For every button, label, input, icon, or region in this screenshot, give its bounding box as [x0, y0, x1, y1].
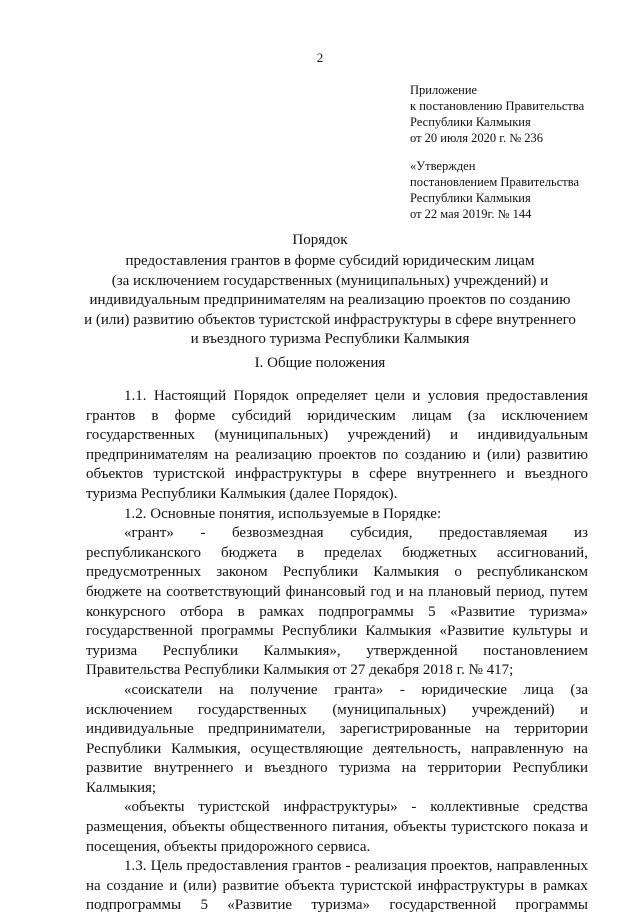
appendix-block — [410, 82, 584, 146]
body-word: и — [169, 877, 178, 894]
body-word: плановый — [428, 583, 492, 600]
approval-line: «Утвержден — [410, 159, 476, 173]
body-word: лица — [523, 681, 554, 698]
body-word: показа — [533, 819, 575, 836]
body-word: бюджетных — [402, 544, 477, 561]
approval-block — [410, 158, 579, 222]
body-word: государственной — [86, 623, 193, 640]
body-word: конкурсного — [86, 603, 166, 620]
approval-line: постановлением Правительства — [410, 175, 580, 189]
body-word: год — [370, 583, 391, 600]
body-word: проектов — [318, 446, 377, 463]
body-word: - — [200, 525, 206, 542]
subtitle-line: индивидуальным предпринимателям на реализацию проектов по созданию — [89, 292, 571, 308]
body-word: на — [146, 583, 162, 600]
body-word: рамках — [259, 603, 305, 620]
body-word: на — [401, 760, 417, 777]
body-word: развитие — [222, 877, 279, 894]
body-word: 5 — [428, 603, 436, 620]
body-word: и — [395, 583, 404, 600]
body-line — [86, 603, 588, 623]
body-word: по — [382, 446, 399, 463]
body-word: субсидий — [231, 407, 292, 424]
body-line — [86, 877, 588, 897]
body-line — [86, 407, 588, 427]
body-word: зарегистрированные — [339, 721, 471, 738]
body-line — [86, 681, 588, 701]
body-word: программы — [201, 623, 274, 640]
body-line — [86, 740, 588, 760]
body-word: инфраструктуры — [417, 877, 525, 894]
body-word: (муниципальных) — [332, 701, 447, 718]
body-word: культуры — [512, 623, 572, 640]
body-word: предоставления — [486, 388, 588, 404]
body-word: «грант» — [124, 525, 174, 542]
body-word: - — [411, 799, 417, 816]
body-word: развитию — [526, 446, 588, 463]
body-word: Цель — [150, 858, 183, 875]
body-word: юридические — [421, 681, 508, 698]
body-word: рамках — [543, 877, 588, 894]
body-word: постановлением — [483, 642, 588, 659]
body-line — [86, 642, 588, 662]
body-word: (муниципальных) — [214, 427, 329, 444]
document-subtitle — [60, 252, 600, 350]
body-word: безвозмездная — [231, 525, 324, 542]
body-word: учреждений) — [471, 701, 555, 718]
body-word: Республики — [281, 623, 358, 640]
body-word: «Развитие — [227, 897, 293, 914]
body-word: на — [573, 740, 588, 757]
body-word: размещения, — [86, 819, 167, 836]
body-word: средства — [532, 799, 588, 816]
body-line — [86, 524, 588, 544]
body-word: территории — [427, 760, 502, 777]
subtitle-line: и въездного туризма Республики Калмыкия — [190, 331, 470, 347]
body-word: (или) — [183, 877, 217, 894]
subtitle-line: предоставления грантов в форме субсидий юридическим лицам — [125, 253, 535, 269]
body-word: инфраструктуры — [235, 466, 342, 483]
body-word: Порядок — [233, 388, 289, 404]
body-word: осуществляющие — [250, 740, 363, 757]
body-word: и — [472, 446, 481, 463]
body-word: туризма» — [529, 603, 588, 620]
body-word: грантов — [292, 858, 342, 875]
body-word: Республики — [282, 564, 359, 581]
body-word: Республики — [512, 760, 588, 777]
body-word: 1.1. — [124, 388, 147, 404]
body-word: цели — [374, 388, 406, 404]
body-line-text: Правительства Республики Калмыкия от 27 декабря 2018 г. № 417; — [86, 662, 514, 679]
body-word: туристской — [198, 799, 270, 816]
body-word: (или) — [486, 446, 521, 463]
body-word: туристской — [153, 466, 225, 483]
body-line — [86, 622, 588, 642]
body-word: пределах — [324, 544, 383, 561]
body-word: направленных — [496, 858, 588, 875]
body-word: Настоящий — [153, 388, 227, 404]
appendix-line: от 20 июля 2020 г. № 236 — [410, 131, 544, 145]
body-line-text: посещения, объекты придорожного сервиса. — [86, 838, 371, 855]
body-word: отбора — [180, 603, 224, 620]
body-line — [86, 857, 588, 877]
body-word: юридическим — [307, 407, 396, 424]
body-word: в — [530, 877, 538, 894]
body-word: подпрограммы — [318, 603, 414, 620]
body-word: индивидуальным — [477, 427, 588, 444]
page-number: 2 — [316, 50, 324, 65]
approval-line: от 22 мая 2019г. № 144 — [410, 207, 532, 221]
body-word: получение — [250, 681, 318, 698]
subtitle-line: (за исключением государственных (муниципальных) учреждений) и — [111, 272, 549, 289]
body-word: «Развитие — [450, 603, 515, 620]
body-word: Республики — [86, 740, 162, 757]
body-word: на — [214, 446, 230, 463]
body-word: объекты — [171, 819, 225, 836]
body-word: Калмыкия — [365, 623, 432, 640]
body-word: финансовый — [285, 583, 366, 600]
body-word: Калмыкия, — [171, 740, 241, 757]
body-word: (за — [570, 681, 588, 698]
section-heading: I. Общие положения — [254, 355, 386, 371]
body-line — [86, 426, 588, 446]
body-line — [86, 505, 588, 525]
body-word: республиканском — [477, 564, 588, 581]
body-word: условия — [427, 388, 479, 404]
body-word: и — [244, 760, 253, 777]
body-word: 1.3. — [124, 858, 147, 875]
body-word: на — [218, 681, 234, 698]
body-word: на — [86, 877, 101, 894]
body-line-text: Калмыкия; — [86, 779, 157, 796]
body-line — [86, 485, 588, 505]
body-word: Республики — [162, 642, 238, 659]
body-word: «объекты — [124, 799, 185, 816]
body-word: исключением — [86, 701, 173, 718]
body-word: программы — [515, 897, 588, 914]
body-word: въездного — [524, 466, 588, 483]
body-word: реализация — [354, 858, 427, 875]
body-word: предоставления — [186, 858, 289, 875]
body-word: государственных — [197, 701, 307, 718]
body-word: индивидуальные — [86, 721, 194, 738]
body-word: и — [506, 466, 515, 483]
body-word: из — [573, 525, 588, 542]
body-word: «соискатели — [124, 681, 203, 698]
appendix-line: Приложение — [410, 83, 478, 97]
body-word: Калмыкия — [373, 564, 440, 581]
body-word: утвержденной — [366, 642, 458, 659]
body-word: период, — [496, 583, 545, 600]
body-word: создание — [106, 877, 164, 894]
body-word: туризма — [86, 642, 138, 659]
body-word: путем — [549, 583, 588, 600]
subtitle-line: и (или) развитию объектов туристской инфраструктуры в сфере внутреннего — [84, 311, 576, 328]
body-word: государственной — [389, 897, 497, 914]
body-word: направленную — [470, 740, 564, 757]
body-word: соответствующий — [166, 583, 281, 600]
body-word: въездного — [264, 760, 328, 777]
appendix-line: к постановлению Правительства — [410, 99, 585, 113]
body-text — [86, 387, 588, 916]
body-word: объекта — [284, 877, 335, 894]
body-line — [86, 896, 588, 916]
body-word: туризма — [339, 760, 391, 777]
body-word: определяет — [296, 388, 368, 404]
body-word: бюджета — [221, 544, 277, 561]
body-word: территории — [514, 721, 588, 738]
body-word: объекты — [393, 819, 447, 836]
body-word: «Развитие — [439, 623, 505, 640]
body-word: и — [579, 701, 588, 718]
body-line — [86, 583, 588, 603]
body-line — [86, 720, 588, 740]
body-word: реализацию — [235, 446, 313, 463]
body-word: питания, — [332, 819, 389, 836]
body-line — [86, 779, 588, 799]
body-word: внутреннего — [416, 466, 497, 483]
body-word: в — [237, 603, 245, 620]
body-line — [86, 544, 588, 564]
body-word: в — [297, 544, 305, 561]
body-word: и — [412, 388, 421, 404]
body-word: лицам — [411, 407, 452, 424]
body-word: законом — [216, 564, 268, 581]
body-word: в — [351, 466, 359, 483]
body-word: государственных — [86, 427, 195, 444]
body-word: объектов — [86, 466, 144, 483]
body-word: Калмыкия», — [263, 642, 341, 659]
approval-line: Республики Калмыкия — [410, 191, 531, 205]
body-line — [86, 563, 588, 583]
body-word: бюджете — [86, 583, 142, 600]
body-line-text: 1.2. Основные понятия, используемые в Порядке: — [124, 505, 442, 522]
body-word: и — [579, 623, 588, 640]
body-line — [86, 446, 588, 466]
body-word: инфраструктуры» — [283, 799, 398, 816]
body-word: на — [408, 583, 424, 600]
body-word: туризма» — [311, 897, 371, 914]
body-line — [86, 759, 588, 779]
body-line-text: туризма Республики Калмыкия (далее Порядок). — [86, 485, 398, 502]
body-word: деятельность, — [372, 740, 462, 757]
body-word: в — [151, 407, 159, 424]
body-word: предусмотренных — [86, 564, 202, 581]
body-word: предоставляемая — [439, 525, 548, 542]
body-word: на — [485, 721, 500, 738]
body-word: форме — [174, 407, 216, 424]
body-word: созданию — [404, 446, 467, 463]
body-line — [86, 465, 588, 485]
body-word: развитие — [86, 760, 143, 777]
body-word: грантов — [86, 407, 136, 424]
body-word: и — [579, 819, 588, 836]
body-word: проектов, — [430, 858, 493, 875]
body-word: - — [345, 858, 351, 875]
body-word: субсидия, — [350, 525, 413, 542]
body-word: коллективные — [430, 799, 520, 816]
body-line — [86, 798, 588, 818]
body-line — [86, 387, 588, 407]
body-word: туристской — [340, 877, 412, 894]
body-word: ассигнований, — [496, 544, 588, 561]
body-word: и — [450, 427, 459, 444]
body-word: республиканского — [86, 544, 201, 561]
body-word: (за — [467, 407, 486, 424]
body-line — [86, 661, 588, 681]
body-word: учреждений) — [347, 427, 431, 444]
body-word: внутреннего — [153, 760, 234, 777]
body-word: подпрограммы — [86, 897, 182, 914]
body-word: общественного — [229, 819, 328, 836]
body-line — [86, 701, 588, 721]
document-title: Порядок — [292, 232, 348, 248]
appendix-line: Республики Калмыкия — [410, 115, 531, 129]
body-word: предприниматели, — [208, 721, 326, 738]
body-word: предпринимателям — [86, 446, 208, 463]
body-line — [86, 818, 588, 838]
body-word: о — [454, 564, 462, 581]
body-word: исключением — [501, 407, 588, 424]
body-line — [86, 838, 588, 858]
body-word: 5 — [200, 897, 208, 914]
body-word: - — [399, 681, 405, 698]
body-word: гранта» — [334, 681, 384, 698]
body-word: сфере — [369, 466, 407, 483]
body-word: туристского — [451, 819, 529, 836]
